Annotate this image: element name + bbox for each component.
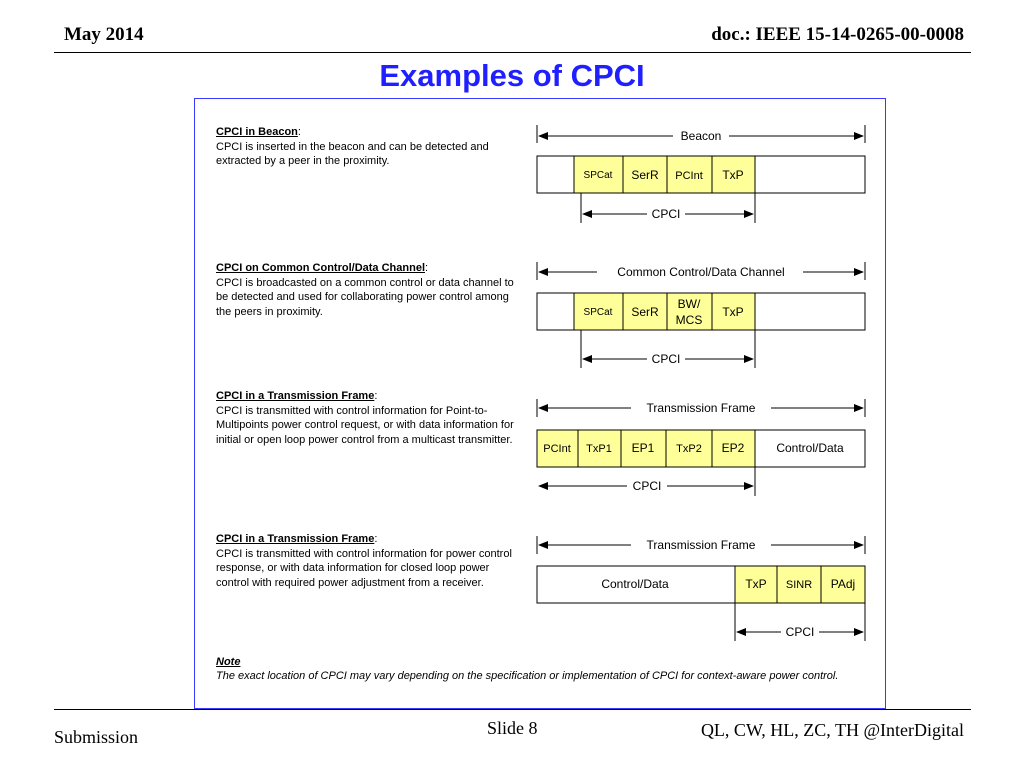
txresp-label: Transmission Frame [646, 538, 756, 552]
txreq-ep2-text: EP2 [721, 441, 745, 455]
footer-submission: Submission [54, 727, 139, 747]
section-2-description: CPCI on Common Control/Data Channel: CPCI is broadcasted on a common control or data channel to be detected and used for collaborating power control among the peers in proximity. [216, 262, 514, 318]
section-2-body: CPCI is broadcasted on a common control or data channel to be detected and used for collaborating power control among the peers in proximity. [216, 276, 514, 318]
header-doc-id: doc.: IEEE 15-14-0265-00-0008 [711, 24, 964, 45]
header-rule [54, 52, 971, 53]
header-date: May 2014 [64, 24, 144, 45]
section-4-description: CPCI in a Transmission Frame: CPCI is transmitted with control information for power control response, or with data information for closed loop power control with required power adjustment from a receiver. [216, 533, 512, 589]
txresp-control-data-text: Control/Data [601, 577, 669, 591]
txresp-sinr-text: SINR [785, 579, 813, 591]
footer-slide-number: Slide 8 [487, 718, 538, 738]
txreq-ep1-text: EP1 [631, 441, 655, 455]
beacon-cpci-label: CPCI [651, 207, 681, 221]
section-4-body: CPCI is transmitted with control information for power control response, or with data information for closed loop power control with required power adjustment from a receiver. [216, 547, 512, 589]
frame-diagrams [195, 99, 885, 708]
footer-authors: QL, CW, HL, ZC, TH @InterDigital [700, 720, 964, 740]
ccdc-spcat-text: SPCat [583, 307, 613, 318]
section-1-body: CPCI is inserted in the beacon and can be detected and extracted by a peer in the proximity. [216, 140, 489, 167]
beacon-label: Beacon [680, 129, 722, 143]
section-4-heading: CPCI in a Transmission Frame [216, 533, 375, 545]
ccdc-mcs-text: MCS [675, 313, 703, 327]
figure-frame [194, 98, 886, 709]
note-heading: Note [216, 656, 241, 668]
txreq-cpci-label: CPCI [632, 479, 662, 493]
note-body: The exact location of CPCI may vary depending on the specification or implementation of CPCI for context-aware power control. [216, 670, 839, 682]
txreq-txp2-text: TxP2 [676, 443, 702, 455]
txreq-label: Transmission Frame [646, 401, 756, 415]
ccdc-label: Common Control/Data Channel [617, 265, 785, 279]
note-block [216, 655, 866, 683]
txresp-padj-text: PAdj [830, 577, 856, 591]
ccdc-txp-text: TxP [722, 305, 744, 319]
section-3-body: CPCI is transmitted with control information for Point-to-Multipoints power control request, or with data information for initial or open loop power control from a multicast transmitter. [216, 404, 514, 446]
beacon-txp-text: TxP [722, 168, 744, 182]
ccdc-serr-text: SerR [631, 305, 659, 319]
section-3-heading: CPCI in a Transmission Frame [216, 390, 375, 402]
slide-title: Examples of CPCI [379, 58, 645, 93]
tx-frame-response-diagram [537, 536, 865, 641]
beacon-spcat-text: SPCat [583, 170, 613, 181]
beacon-diagram [537, 125, 865, 223]
txreq-txp1-text: TxP1 [586, 443, 612, 455]
section-1-heading: CPCI in Beacon [216, 126, 298, 138]
txresp-cpci-label: CPCI [785, 625, 815, 639]
ccdc-bw-text: BW/ [677, 297, 701, 311]
ccdc-cpci-label: CPCI [651, 352, 681, 366]
beacon-serr-text: SerR [631, 168, 659, 182]
beacon-pcint-text: PCInt [675, 170, 703, 182]
tx-frame-request-diagram [537, 399, 865, 496]
section-2-heading: CPCI on Common Control/Data Channel [216, 262, 425, 274]
section-3-description: CPCI in a Transmission Frame: CPCI is transmitted with control information for Point-to-Multipoints power control request, or with data information for initial or open loop power control from a multicast transmitter. [216, 390, 514, 446]
section-1-description: CPCI in Beacon: CPCI is inserted in the beacon and can be detected and extracted by a peer in the proximity. [216, 126, 489, 167]
txreq-control-data-text: Control/Data [776, 441, 844, 455]
common-channel-diagram [537, 262, 865, 368]
txreq-pcint-text: PCInt [543, 443, 571, 455]
txresp-txp-text: TxP [745, 577, 767, 591]
footer-rule [54, 709, 971, 710]
